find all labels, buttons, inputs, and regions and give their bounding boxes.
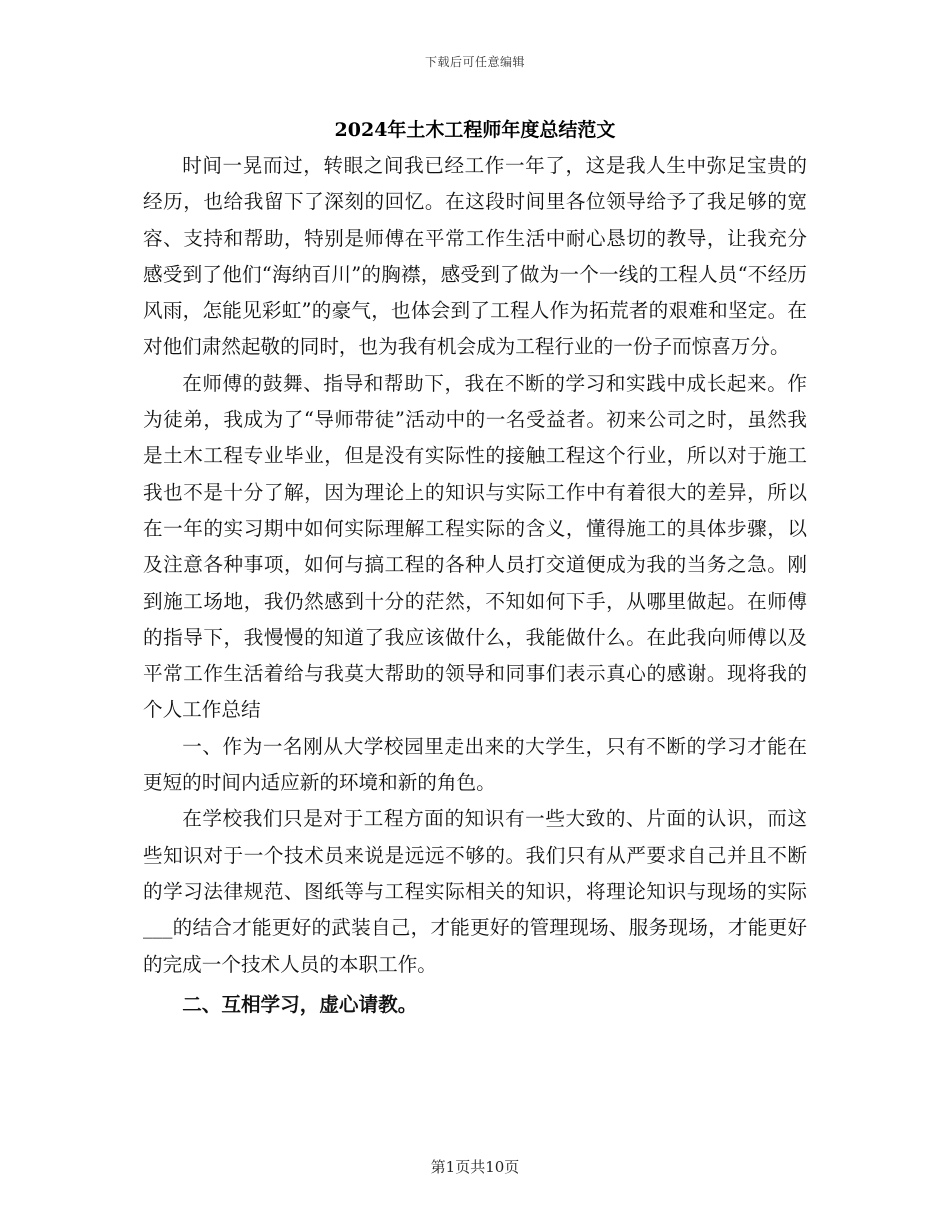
section-heading-2: 二、互相学习，虚心请教。 [182,992,418,1016]
paragraph-learning: 在学校我们只是对于工程方面的知识有一些大致的、片面的认识，而这些知识对于一个技术员来说是远远不够的。我们只有从严要求自己并且不断的学习法律规范、图纸等与工程实际相关的知识，将理论知识与现场的实际___的结合才能更好的武装自己，才能更好的管理现场、服务现场，才能更好的完成一个技术人员的本职工作。 [143,807,807,976]
paragraph-mentor: 在师傅的鼓舞、指导和帮助下，我在不断的学习和实践中成长起来。作为徒弟，我成为了“导师带徒”活动中的一名受益者。初来公司之时，虽然我是土木工程专业毕业，但是没有实际性的接触工程这个行业，所以对于施工我也不是十分了解，因为理论上的知识与实际工作中有着很大的差异，所以在一年的实习期中如何实际理解工程实际的含义，懂得施工的具体步骤，以及注意各种事项，如何与搞工程的各种人员打交道便成为我的当务之急。刚到施工场地，我仍然感到十分的茫然，不知如何下手，从哪里做起。在师傅的指导下，我慢慢的知道了我应该做什么，我能做什么。在此我向师傅以及平常工作生活着给与我莫大帮助的领导和同事们表示真心的感谢。现将我的个人工作总结 [143,371,807,722]
document-body [143,148,807,1023]
paragraph-section-1: 一、作为一名刚从大学校园里走出来的大学生，只有不断的学习才能在更短的时间内适应新的环境和新的角色。 [143,734,807,795]
page-number: 第1页共10页 [430,1158,520,1176]
header-note: 下载后可任意编辑 [424,55,525,69]
document-title: 2024年土木工程师年度总结范文 [334,119,616,141]
paragraph-intro: 时间一晃而过，转眼之间我已经工作一年了，这是我人生中弥足宝贵的经历，也给我留下了深刻的回忆。在这段时间里各位领导给予了我足够的宽容、支持和帮助，特别是师傅在平常工作生活中耐心恳切的教导，让我充分感受到了他们“海纳百川”的胸襟，感受到了做为一个一线的工程人员“不经历风雨，怎能见彩虹”的豪气，也体会到了工程人作为拓荒者的艰难和坚定。在对他们肃然起敬的同时，也为我有机会成为工程行业的一份子而惊喜万分。 [143,154,807,359]
